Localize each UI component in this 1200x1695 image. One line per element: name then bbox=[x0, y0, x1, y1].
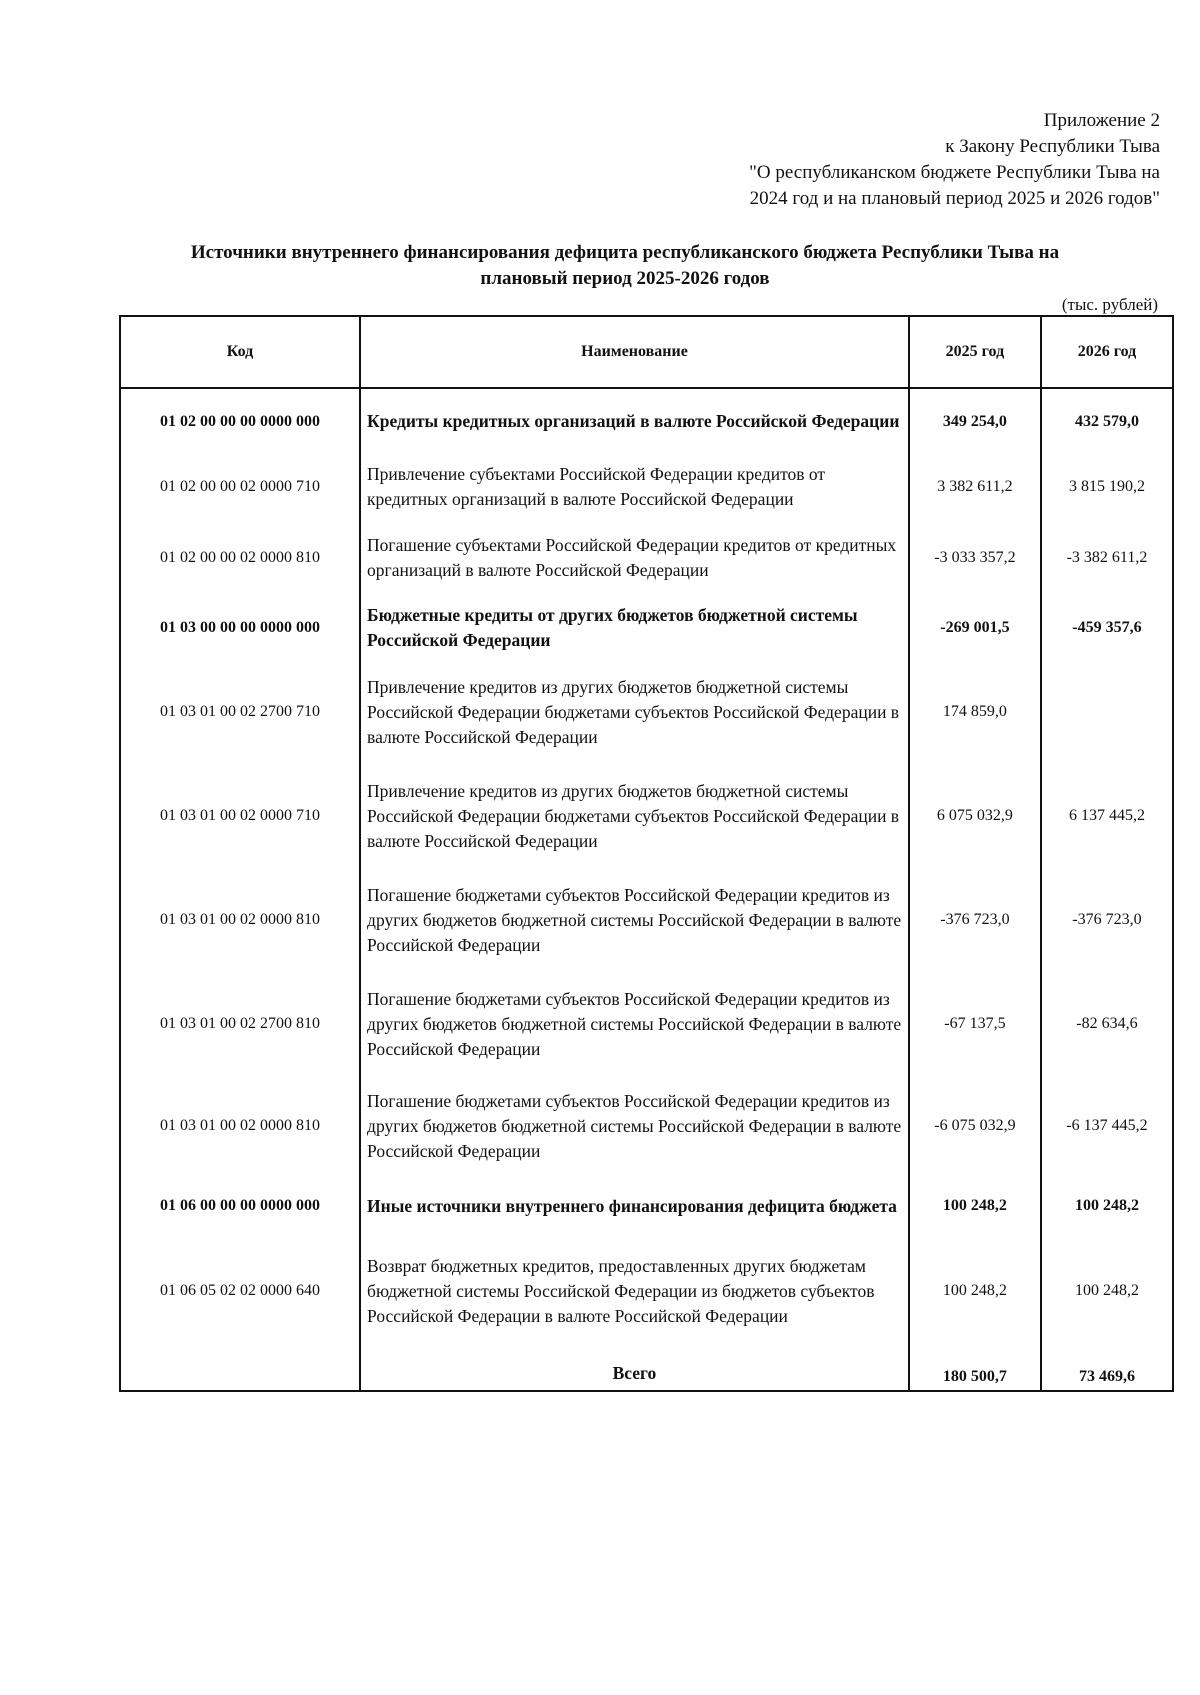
row-2026: 6 137 445,2 bbox=[1041, 764, 1173, 868]
table-row bbox=[120, 388, 1173, 454]
row-code: 01 02 00 00 02 0000 810 bbox=[120, 520, 360, 596]
row-2026: -459 357,6 bbox=[1041, 596, 1173, 660]
row-2026 bbox=[1041, 660, 1173, 764]
row-2026: -3 382 611,2 bbox=[1041, 520, 1173, 596]
table-header-row bbox=[120, 316, 1173, 388]
row-code: 01 03 01 00 02 0000 710 bbox=[120, 764, 360, 868]
total-2026: 73 469,6 bbox=[1041, 1346, 1173, 1391]
financing-sources-table bbox=[119, 315, 1174, 1392]
row-code: 01 06 00 00 00 0000 000 bbox=[120, 1176, 360, 1236]
total-label: Всего bbox=[360, 1346, 909, 1391]
appendix-line-1: Приложение 2 bbox=[1043, 110, 1160, 131]
row-code: 01 06 05 02 02 0000 640 bbox=[120, 1236, 360, 1346]
row-name: Кредиты кредитных организаций в валюте Российской Федерации bbox=[360, 388, 909, 454]
row-name: Бюджетные кредиты от других бюджетов бюджетной системы Российской Федерации bbox=[360, 596, 909, 660]
table-row bbox=[120, 596, 1173, 660]
title-line-1: Источники внутреннего финансирования дефицита республиканского бюджета Республики Тыва на bbox=[190, 242, 1060, 263]
total-2025: 180 500,7 bbox=[909, 1346, 1041, 1391]
row-name: Погашение бюджетами субъектов Российской Федерации кредитов из других бюджетов бюджетной системы Российской Федерации в валюте Российской Федерации bbox=[360, 1076, 909, 1176]
row-2026: 100 248,2 bbox=[1041, 1176, 1173, 1236]
row-2025: 6 075 032,9 bbox=[909, 764, 1041, 868]
row-name: Привлечение кредитов из других бюджетов бюджетной системы Российской Федерации бюджетами субъектов Российской Федерации в валюте Российской Федерации bbox=[360, 764, 909, 868]
header-code: Код bbox=[120, 316, 360, 388]
row-code: 01 02 00 00 00 0000 000 bbox=[120, 388, 360, 454]
header-2025: 2025 год bbox=[909, 316, 1041, 388]
row-2025: -269 001,5 bbox=[909, 596, 1041, 660]
appendix-line-4: 2024 год и на плановый период 2025 и 2026 годов" bbox=[749, 188, 1160, 209]
row-code: 01 03 01 00 02 0000 810 bbox=[120, 868, 360, 972]
row-2025: 100 248,2 bbox=[909, 1176, 1041, 1236]
table-row bbox=[120, 1236, 1173, 1346]
table-row bbox=[120, 520, 1173, 596]
row-code: 01 03 01 00 02 2700 810 bbox=[120, 972, 360, 1076]
row-name: Погашение субъектами Российской Федерации кредитов от кредитных организаций в валюте Российской Федерации bbox=[360, 520, 909, 596]
row-2026: 100 248,2 bbox=[1041, 1236, 1173, 1346]
table-row bbox=[120, 1076, 1173, 1176]
row-2025: -376 723,0 bbox=[909, 868, 1041, 972]
title-line-2: плановый период 2025-2026 годов bbox=[480, 268, 770, 289]
units-label: (тыс. рублей) bbox=[1061, 295, 1158, 314]
row-2025: -3 033 357,2 bbox=[909, 520, 1041, 596]
document-title bbox=[140, 240, 1110, 292]
row-code: 01 03 00 00 00 0000 000 bbox=[120, 596, 360, 660]
row-2026: -82 634,6 bbox=[1041, 972, 1173, 1076]
table-row bbox=[120, 454, 1173, 520]
row-2025: 100 248,2 bbox=[909, 1236, 1041, 1346]
row-name: Погашение бюджетами субъектов Российской Федерации кредитов из других бюджетов бюджетной системы Российской Федерации в валюте Российской Федерации bbox=[360, 972, 909, 1076]
row-2025: -6 075 032,9 bbox=[909, 1076, 1041, 1176]
row-2026: -376 723,0 bbox=[1041, 868, 1173, 972]
table-row bbox=[120, 972, 1173, 1076]
row-2025: 3 382 611,2 bbox=[909, 454, 1041, 520]
row-code: 01 03 01 00 02 0000 810 bbox=[120, 1076, 360, 1176]
row-name: Иные источники внутреннего финансирования дефицита бюджета bbox=[360, 1176, 909, 1236]
row-name: Погашение бюджетами субъектов Российской Федерации кредитов из других бюджетов бюджетной системы Российской Федерации в валюте Российской Федерации bbox=[360, 868, 909, 972]
row-name: Привлечение кредитов из других бюджетов бюджетной системы Российской Федерации бюджетами субъектов Российской Федерации в валюте Российской Федерации bbox=[360, 660, 909, 764]
row-name: Возврат бюджетных кредитов, предоставленных других бюджетам бюджетной системы Российской Федерации из бюджетов субъектов Российской Федерации в валюте Российской Федерации bbox=[360, 1236, 909, 1346]
row-code: 01 03 01 00 02 2700 710 bbox=[120, 660, 360, 764]
appendix-block bbox=[749, 108, 1160, 212]
row-2026: -6 137 445,2 bbox=[1041, 1076, 1173, 1176]
table-row bbox=[120, 1176, 1173, 1236]
header-2026: 2026 год bbox=[1041, 316, 1173, 388]
total-row bbox=[120, 1346, 1173, 1391]
table-row bbox=[120, 660, 1173, 764]
appendix-line-2: к Закону Республики Тыва bbox=[945, 136, 1160, 157]
row-2025: -67 137,5 bbox=[909, 972, 1041, 1076]
row-2025: 349 254,0 bbox=[909, 388, 1041, 454]
total-code-empty bbox=[120, 1346, 360, 1391]
appendix-line-3: "О республиканском бюджете Республики Тыва на bbox=[749, 162, 1160, 183]
row-2025: 174 859,0 bbox=[909, 660, 1041, 764]
row-2026: 3 815 190,2 bbox=[1041, 454, 1173, 520]
row-name: Привлечение субъектами Российской Федерации кредитов от кредитных организаций в валюте Российской Федерации bbox=[360, 454, 909, 520]
row-code: 01 02 00 00 02 0000 710 bbox=[120, 454, 360, 520]
table-row bbox=[120, 868, 1173, 972]
table-row bbox=[120, 764, 1173, 868]
row-2026: 432 579,0 bbox=[1041, 388, 1173, 454]
header-name: Наименование bbox=[360, 316, 909, 388]
